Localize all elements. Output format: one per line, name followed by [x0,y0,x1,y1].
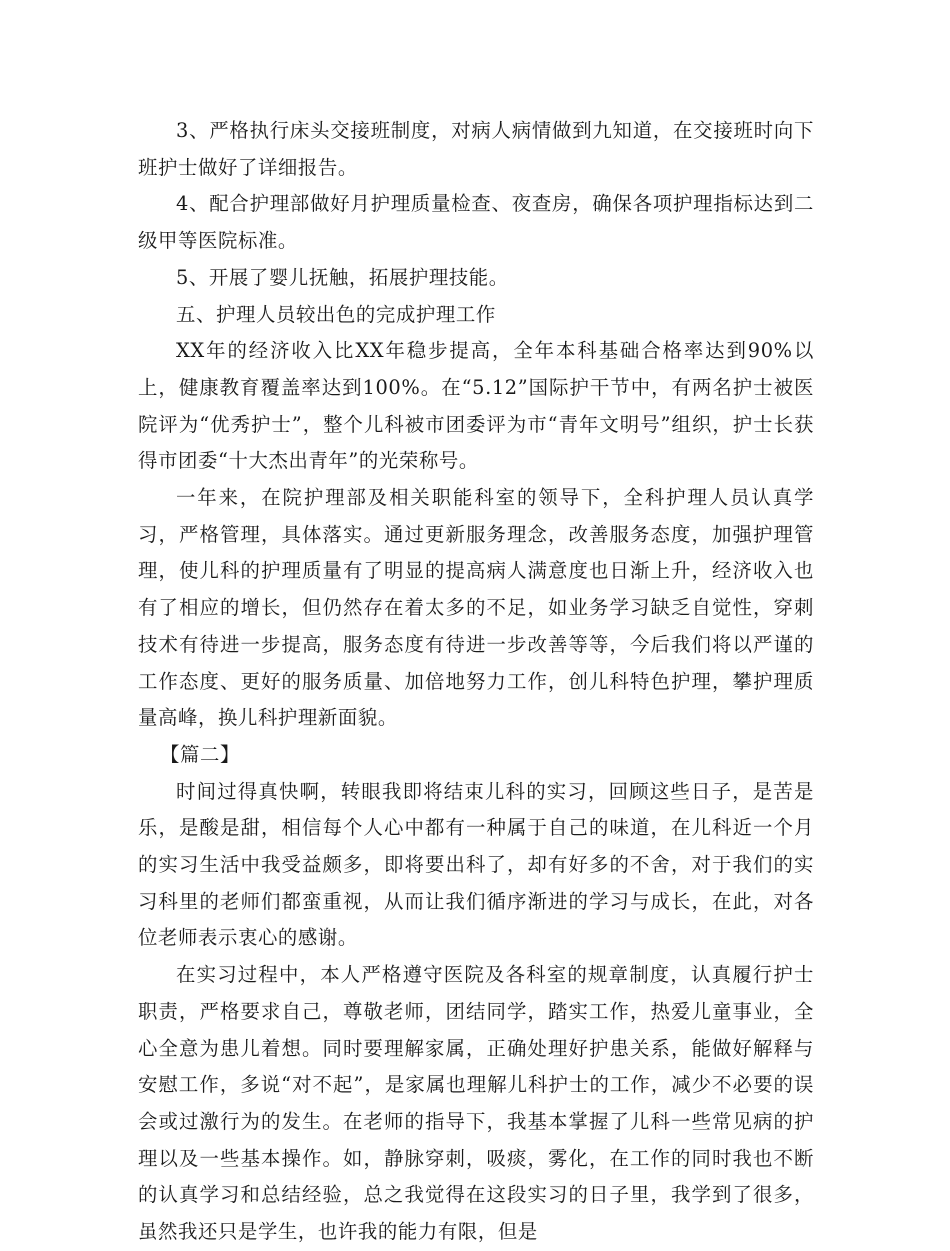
paragraph-internship-process: 在实习过程中，本人严格遵守医院及各科室的规章制度，认真履行护士职责，严格要求自己，尊敬老师，团结同学，踏实工作，热爱儿童事业，全心全意为患儿着想。同时要理解家属，正确处理好护患关系，能做好解释与安慰工作，多说“对不起”，是家属也理解儿科护士的工作，减少不必要的误会或过激行为的发生。在老师的指导下，我基本掌握了儿科一些常见病的护理以及一些基本操作。如，静脉穿刺，吸痰，雾化，在工作的同时我也不断的认真学习和总结经验，总之我觉得在这段实习的日子里，我学到了很多，虽然我还只是学生，也许我的能力有限，但是 [138,963,814,1244]
paragraph-internship-intro: 时间过得真快啊，转眼我即将结束儿科的实习，回顾这些日子，是苦是乐，是酸是甜，相信每个人心中都有一种属于自己的味道，在儿科近一个月的实习生活中我受益颇多，即将要出科了，却有好多的不舍，对于我们的实习科里的老师们都蛮重视，从而让我们循序渐进的学习与成长，在此，对各位老师表示衷心的感谢。 [138,779,814,950]
paragraph-summary: 一年来，在院护理部及相关职能科室的领导下，全科护理人员认真学习，严格管理，具体落实。通过更新服务理念，改善服务态度，加强护理管理，使儿科的护理质量有了明显的提高病人满意度也日渐上升，经济收入也有了相应的增长，但仍然存在着太多的不足，如业务学习缺乏自觉性，穿刺技术有待进一步提高，服务态度有待进一步改善等等，今后我们将以严谨的工作态度、更好的服务质量、加倍地努力工作，创儿科特色护理，攀护理质量高峰，换儿科护理新面貌。 [138,486,814,730]
section-heading-five: 五、护理人员较出色的完成护理工作 [176,302,496,326]
paragraph-item-3: 3、严格执行床头交接班制度，对病人病情做到九知道，在交接班时向下班护士做好了详细报告。 [138,119,814,179]
paragraph-item-4: 4、配合护理部做好月护理质量检查、夜查房，确保各项护理指标达到二级甲等医院标准。 [138,192,814,253]
paragraph-income: XX年的经济收入比XX年稳步提高，全年本科基础合格率达到90%以上，健康教育覆盖率达到100%。在“5.12”国际护干节中，有两名护士被医院评为“优秀护士”，整个儿科被市团委评为市“青年文明号”组织，护士长获得市团委“十大杰出青年”的光荣称号。 [138,339,814,473]
paragraph-item-5: 5、开展了婴儿抚触，拓展护理技能。 [176,265,509,289]
document-body [138,113,814,1251]
part-two-heading: 【篇二】 [160,742,240,766]
